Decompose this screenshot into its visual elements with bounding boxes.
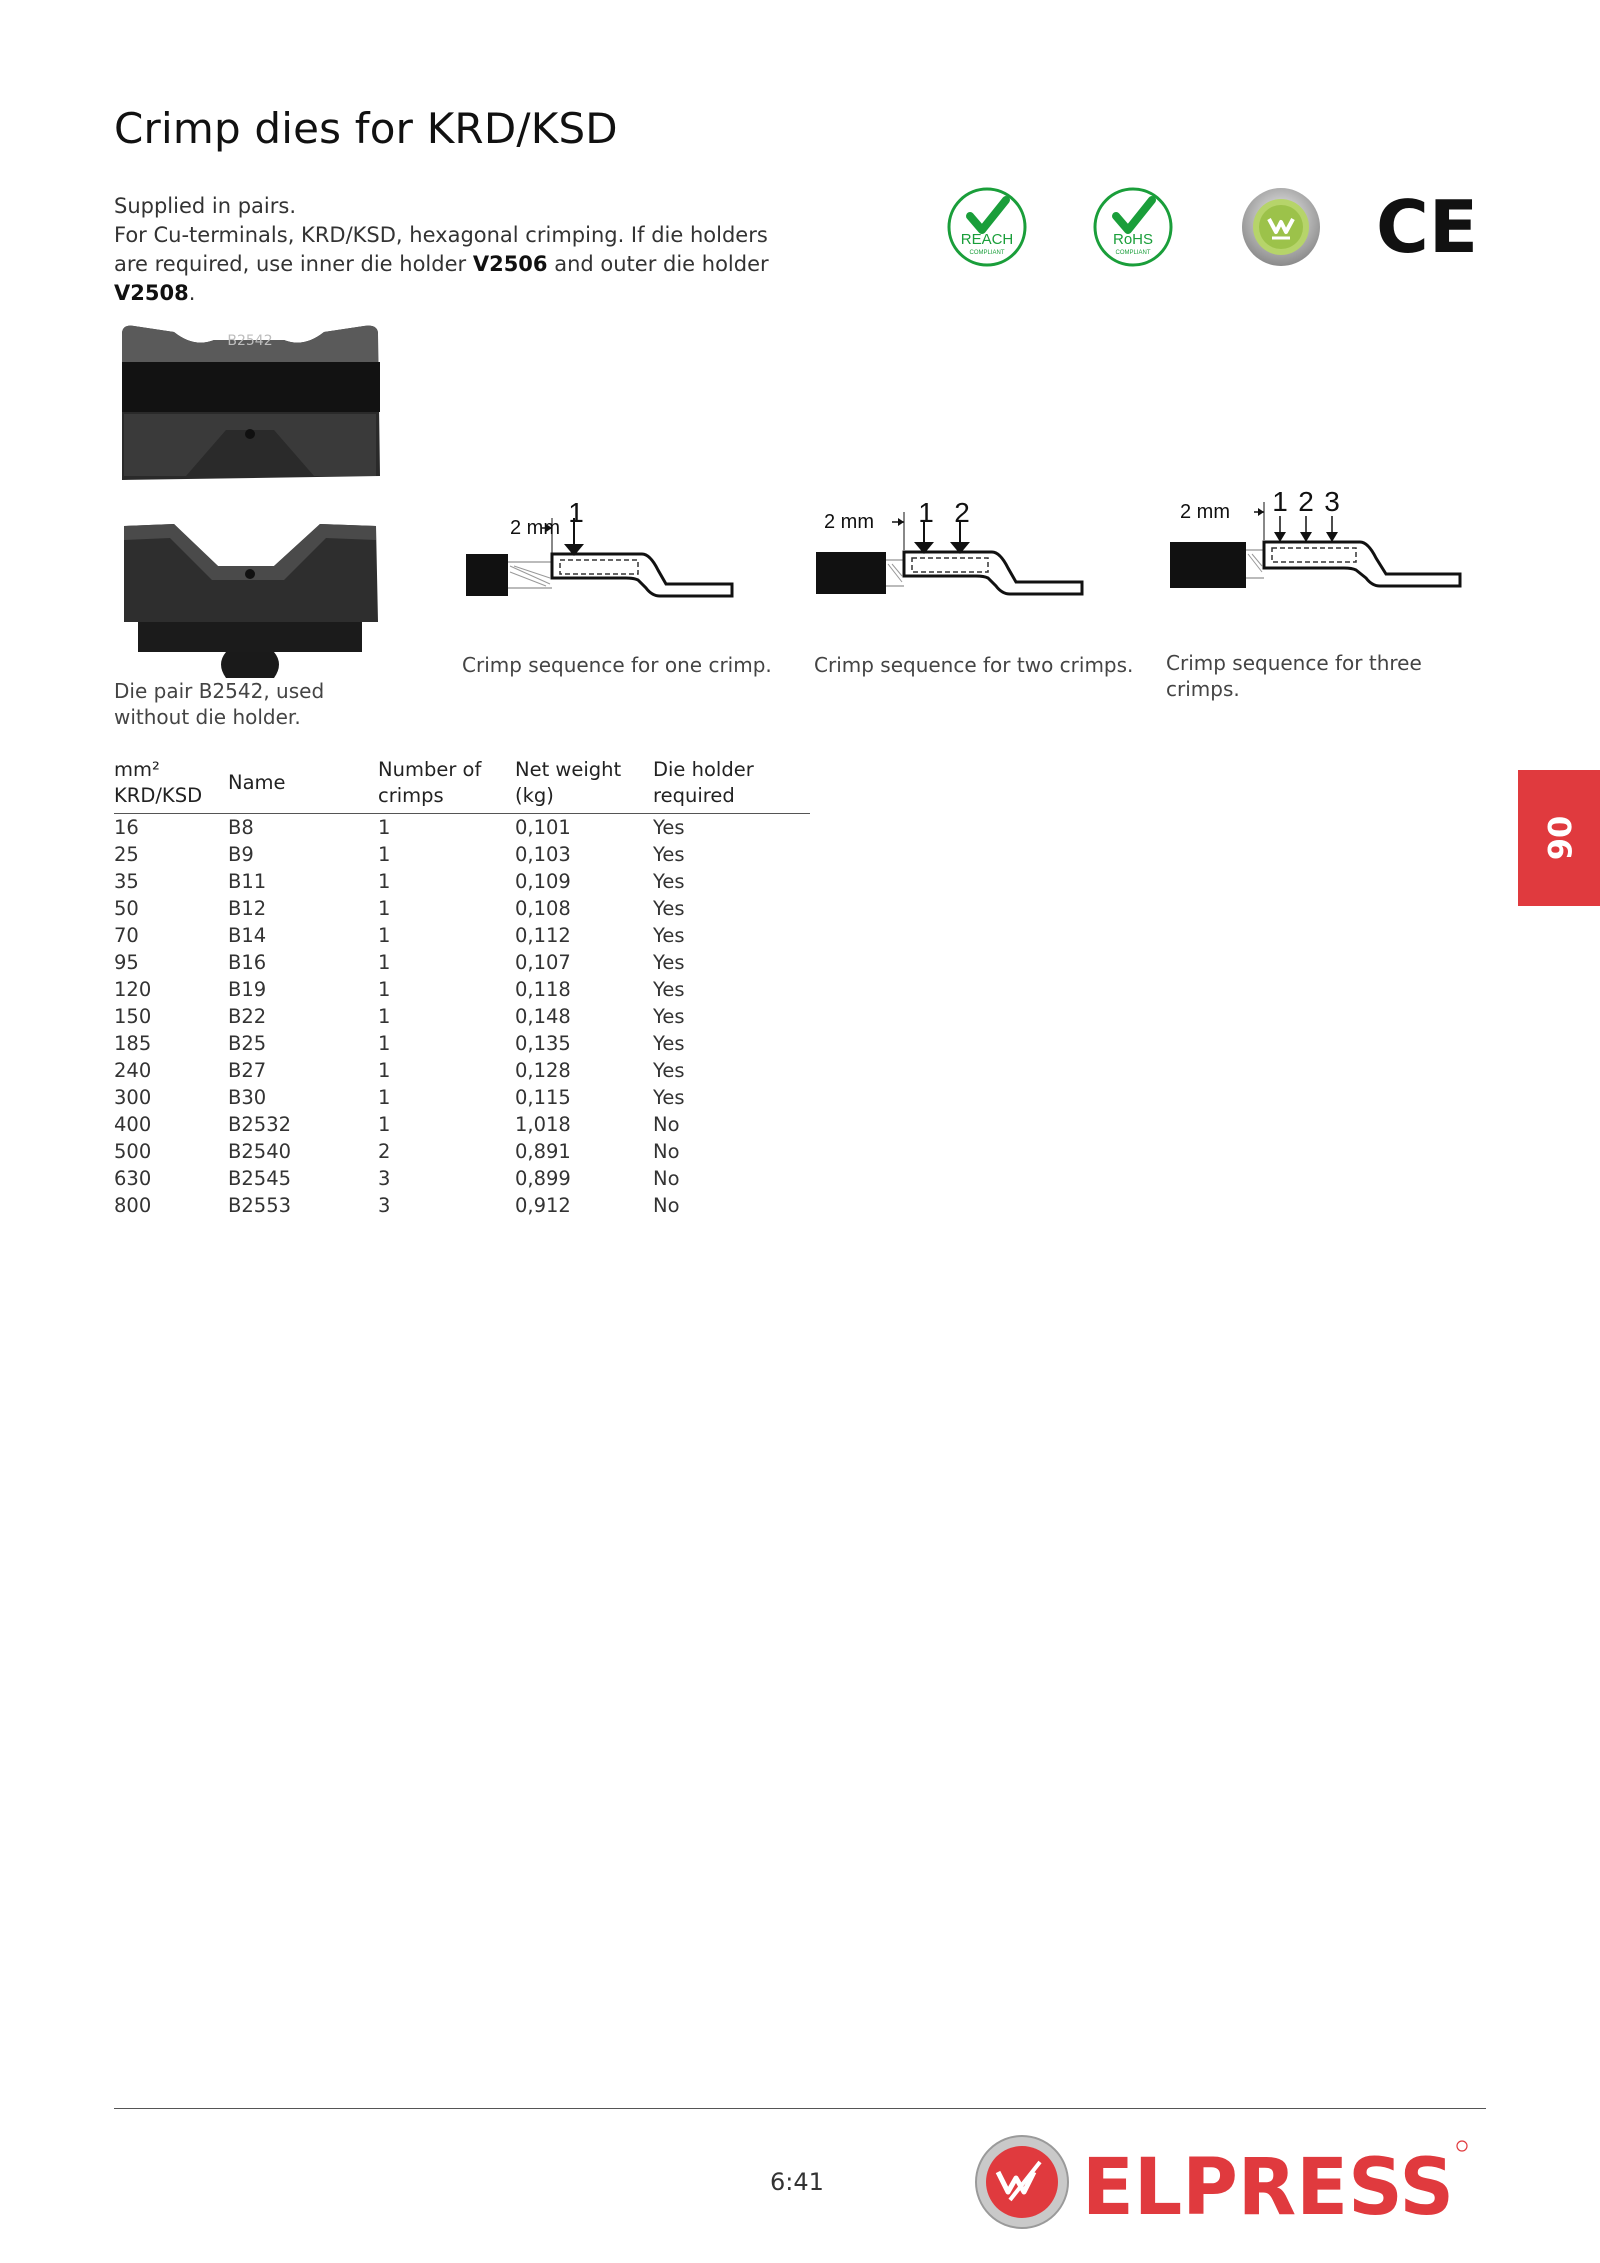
reach-label: REACH	[960, 231, 1014, 248]
table-cell: 1	[378, 978, 391, 1001]
table-row	[114, 1165, 810, 1192]
die-bottom-photo	[114, 518, 386, 680]
table-cell: 1	[378, 897, 391, 920]
three-crimp-mark-1: 1	[1272, 486, 1288, 517]
table-cell: 300	[114, 1086, 152, 1109]
table-cell: 1	[378, 1113, 391, 1136]
table-cell: B2532	[228, 1113, 292, 1136]
table-cell: 1	[378, 870, 391, 893]
intro-line-1: Supplied in pairs.	[114, 194, 296, 218]
table-cell: Yes	[653, 1005, 685, 1028]
table-cell: B16	[228, 951, 267, 974]
table-cell: 0,118	[515, 978, 571, 1001]
three-crimp-mark-3: 3	[1324, 486, 1340, 517]
intro-text	[114, 192, 794, 308]
table-cell: 0,148	[515, 1005, 571, 1028]
system-certification-seal-icon	[1240, 186, 1322, 268]
table-row	[114, 1030, 810, 1057]
inner-die-holder-code: V2506	[472, 252, 548, 276]
table-cell: 0,109	[515, 870, 571, 893]
table-cell: 0,115	[515, 1086, 571, 1109]
table-cell: 0,107	[515, 951, 571, 974]
die-top-photo	[114, 322, 386, 482]
table-row	[114, 922, 810, 949]
table-cell: 500	[114, 1140, 152, 1163]
rohs-label: RoHS	[1112, 231, 1154, 248]
table-cell: Yes	[653, 924, 685, 947]
table-cell: 185	[114, 1032, 152, 1055]
brand-name: ELPRESS	[1082, 2143, 1454, 2233]
table-cell: 1,018	[515, 1113, 571, 1136]
table-cell: 240	[114, 1059, 152, 1082]
table-cell: 0,112	[515, 924, 571, 947]
table-cell: No	[653, 1113, 680, 1136]
table-cell: B9	[228, 843, 254, 866]
table-cell: 3	[378, 1167, 391, 1190]
rohs-sub-label: COMPLIANT	[1115, 250, 1151, 256]
table-row	[114, 841, 810, 868]
table-cell: 1	[378, 1059, 391, 1082]
table-row	[114, 1057, 810, 1084]
table-row	[114, 895, 810, 922]
header-mm2: mm² KRD/KSD	[114, 757, 228, 814]
table-cell: B2545	[228, 1167, 292, 1190]
table-cell: 0,135	[515, 1032, 571, 1055]
table-cell: 1	[378, 816, 391, 839]
header-crimps: Number of crimps	[378, 757, 515, 814]
table-cell: B14	[228, 924, 267, 947]
table-cell: 0,103	[515, 843, 571, 866]
table-cell: 95	[114, 951, 139, 974]
table-cell: 35	[114, 870, 139, 893]
table-cell: 1	[378, 1005, 391, 1028]
table-cell: 0,108	[515, 897, 571, 920]
table-cell: 1	[378, 1086, 391, 1109]
table-cell: 0,891	[515, 1140, 571, 1163]
table-cell: B25	[228, 1032, 267, 1055]
photo-caption: Die pair B2542, used without die holder.	[114, 679, 325, 729]
table-cell: B22	[228, 1005, 267, 1028]
table-cell: B2540	[228, 1140, 292, 1163]
table-cell: 2	[378, 1140, 391, 1163]
page-title: Crimp dies for KRD/KSD	[114, 104, 618, 153]
table-cell: B19	[228, 978, 267, 1001]
table-cell: 3	[378, 1194, 391, 1217]
header-holder: Die holder required	[653, 757, 810, 814]
table-cell: 120	[114, 978, 152, 1001]
table-cell: Yes	[653, 816, 685, 839]
section-tab-label: 06	[1540, 815, 1578, 861]
three-crimp-mark-2: 2	[1298, 486, 1314, 517]
table-cell: Yes	[653, 843, 685, 866]
table-cell: Yes	[653, 897, 685, 920]
table-cell: 1	[378, 951, 391, 974]
table-cell: Yes	[653, 1086, 685, 1109]
intro-line-2: For Cu-terminals, KRD/KSD, hexagonal crimping. If die holders are required, use inner die holder V2506 and outer die holder V2508.	[114, 223, 769, 305]
reach-compliant-icon	[946, 186, 1028, 268]
table-cell: 800	[114, 1194, 152, 1217]
table-row	[114, 814, 810, 842]
two-crimp-mark-2: 2	[954, 497, 970, 528]
table-cell: Yes	[653, 1032, 685, 1055]
table-cell: B27	[228, 1059, 267, 1082]
table-cell: 0,101	[515, 816, 571, 839]
header-name: Name	[228, 757, 378, 814]
table-row	[114, 1003, 810, 1030]
table-cell: 630	[114, 1167, 152, 1190]
table-row	[114, 1084, 810, 1111]
table-cell: 1	[378, 924, 391, 947]
table-cell: 150	[114, 1005, 152, 1028]
reach-sub-label: COMPLIANT	[969, 250, 1005, 256]
footer-divider	[114, 2108, 1486, 2109]
table-cell: B12	[228, 897, 267, 920]
table-cell: 16	[114, 816, 139, 839]
table-cell: 400	[114, 1113, 152, 1136]
table-cell: 70	[114, 924, 139, 947]
table-cell: 0,899	[515, 1167, 571, 1190]
ce-label: CE	[1375, 185, 1479, 269]
three-crimp-dimension: 2 mm	[1180, 501, 1230, 523]
table-cell: 25	[114, 843, 139, 866]
crimp-diagram-one	[462, 490, 742, 620]
table-header-row	[114, 757, 810, 814]
table-cell: B30	[228, 1086, 267, 1109]
table-row	[114, 949, 810, 976]
table-cell: No	[653, 1140, 680, 1163]
rohs-compliant-icon	[1092, 186, 1174, 268]
table-cell: 50	[114, 897, 139, 920]
table-cell: No	[653, 1167, 680, 1190]
elpress-logo	[970, 2132, 1480, 2232]
outer-die-holder-code: V2508	[114, 281, 189, 305]
one-crimp-mark-1: 1	[568, 497, 584, 528]
table-cell: B11	[228, 870, 267, 893]
three-crimp-caption: Crimp sequence for three crimps.	[1166, 651, 1422, 701]
table-cell: B2553	[228, 1194, 292, 1217]
table-row	[114, 1111, 810, 1138]
table-row	[114, 976, 810, 1003]
table-cell: Yes	[653, 1059, 685, 1082]
one-crimp-caption: Crimp sequence for one crimp.	[462, 653, 772, 677]
crimp-diagram-three	[1164, 476, 1474, 616]
crimp-dies-table	[114, 757, 810, 1219]
ce-mark-icon	[1375, 185, 1479, 269]
two-crimp-dimension: 2 mm	[824, 511, 874, 533]
section-tab	[1518, 770, 1600, 906]
table-cell: 0,128	[515, 1059, 571, 1082]
page-number: 6:41	[770, 2168, 824, 2196]
header-weight: Net weight (kg)	[515, 757, 653, 814]
table-row	[114, 1138, 810, 1165]
die-top-label: B2542	[227, 333, 273, 349]
table-cell: 0,912	[515, 1194, 571, 1217]
table-cell: No	[653, 1194, 680, 1217]
two-crimp-caption: Crimp sequence for two crimps.	[814, 653, 1134, 677]
table-cell: Yes	[653, 870, 685, 893]
table-cell: 1	[378, 1032, 391, 1055]
two-crimp-mark-1: 1	[918, 497, 934, 528]
table-cell: Yes	[653, 978, 685, 1001]
table-cell: 1	[378, 843, 391, 866]
table-cell: B8	[228, 816, 254, 839]
table-row	[114, 1192, 810, 1219]
one-crimp-dimension: 2 mm	[510, 517, 560, 539]
crimp-diagram-two	[812, 490, 1092, 620]
table-cell: Yes	[653, 951, 685, 974]
table-row	[114, 868, 810, 895]
